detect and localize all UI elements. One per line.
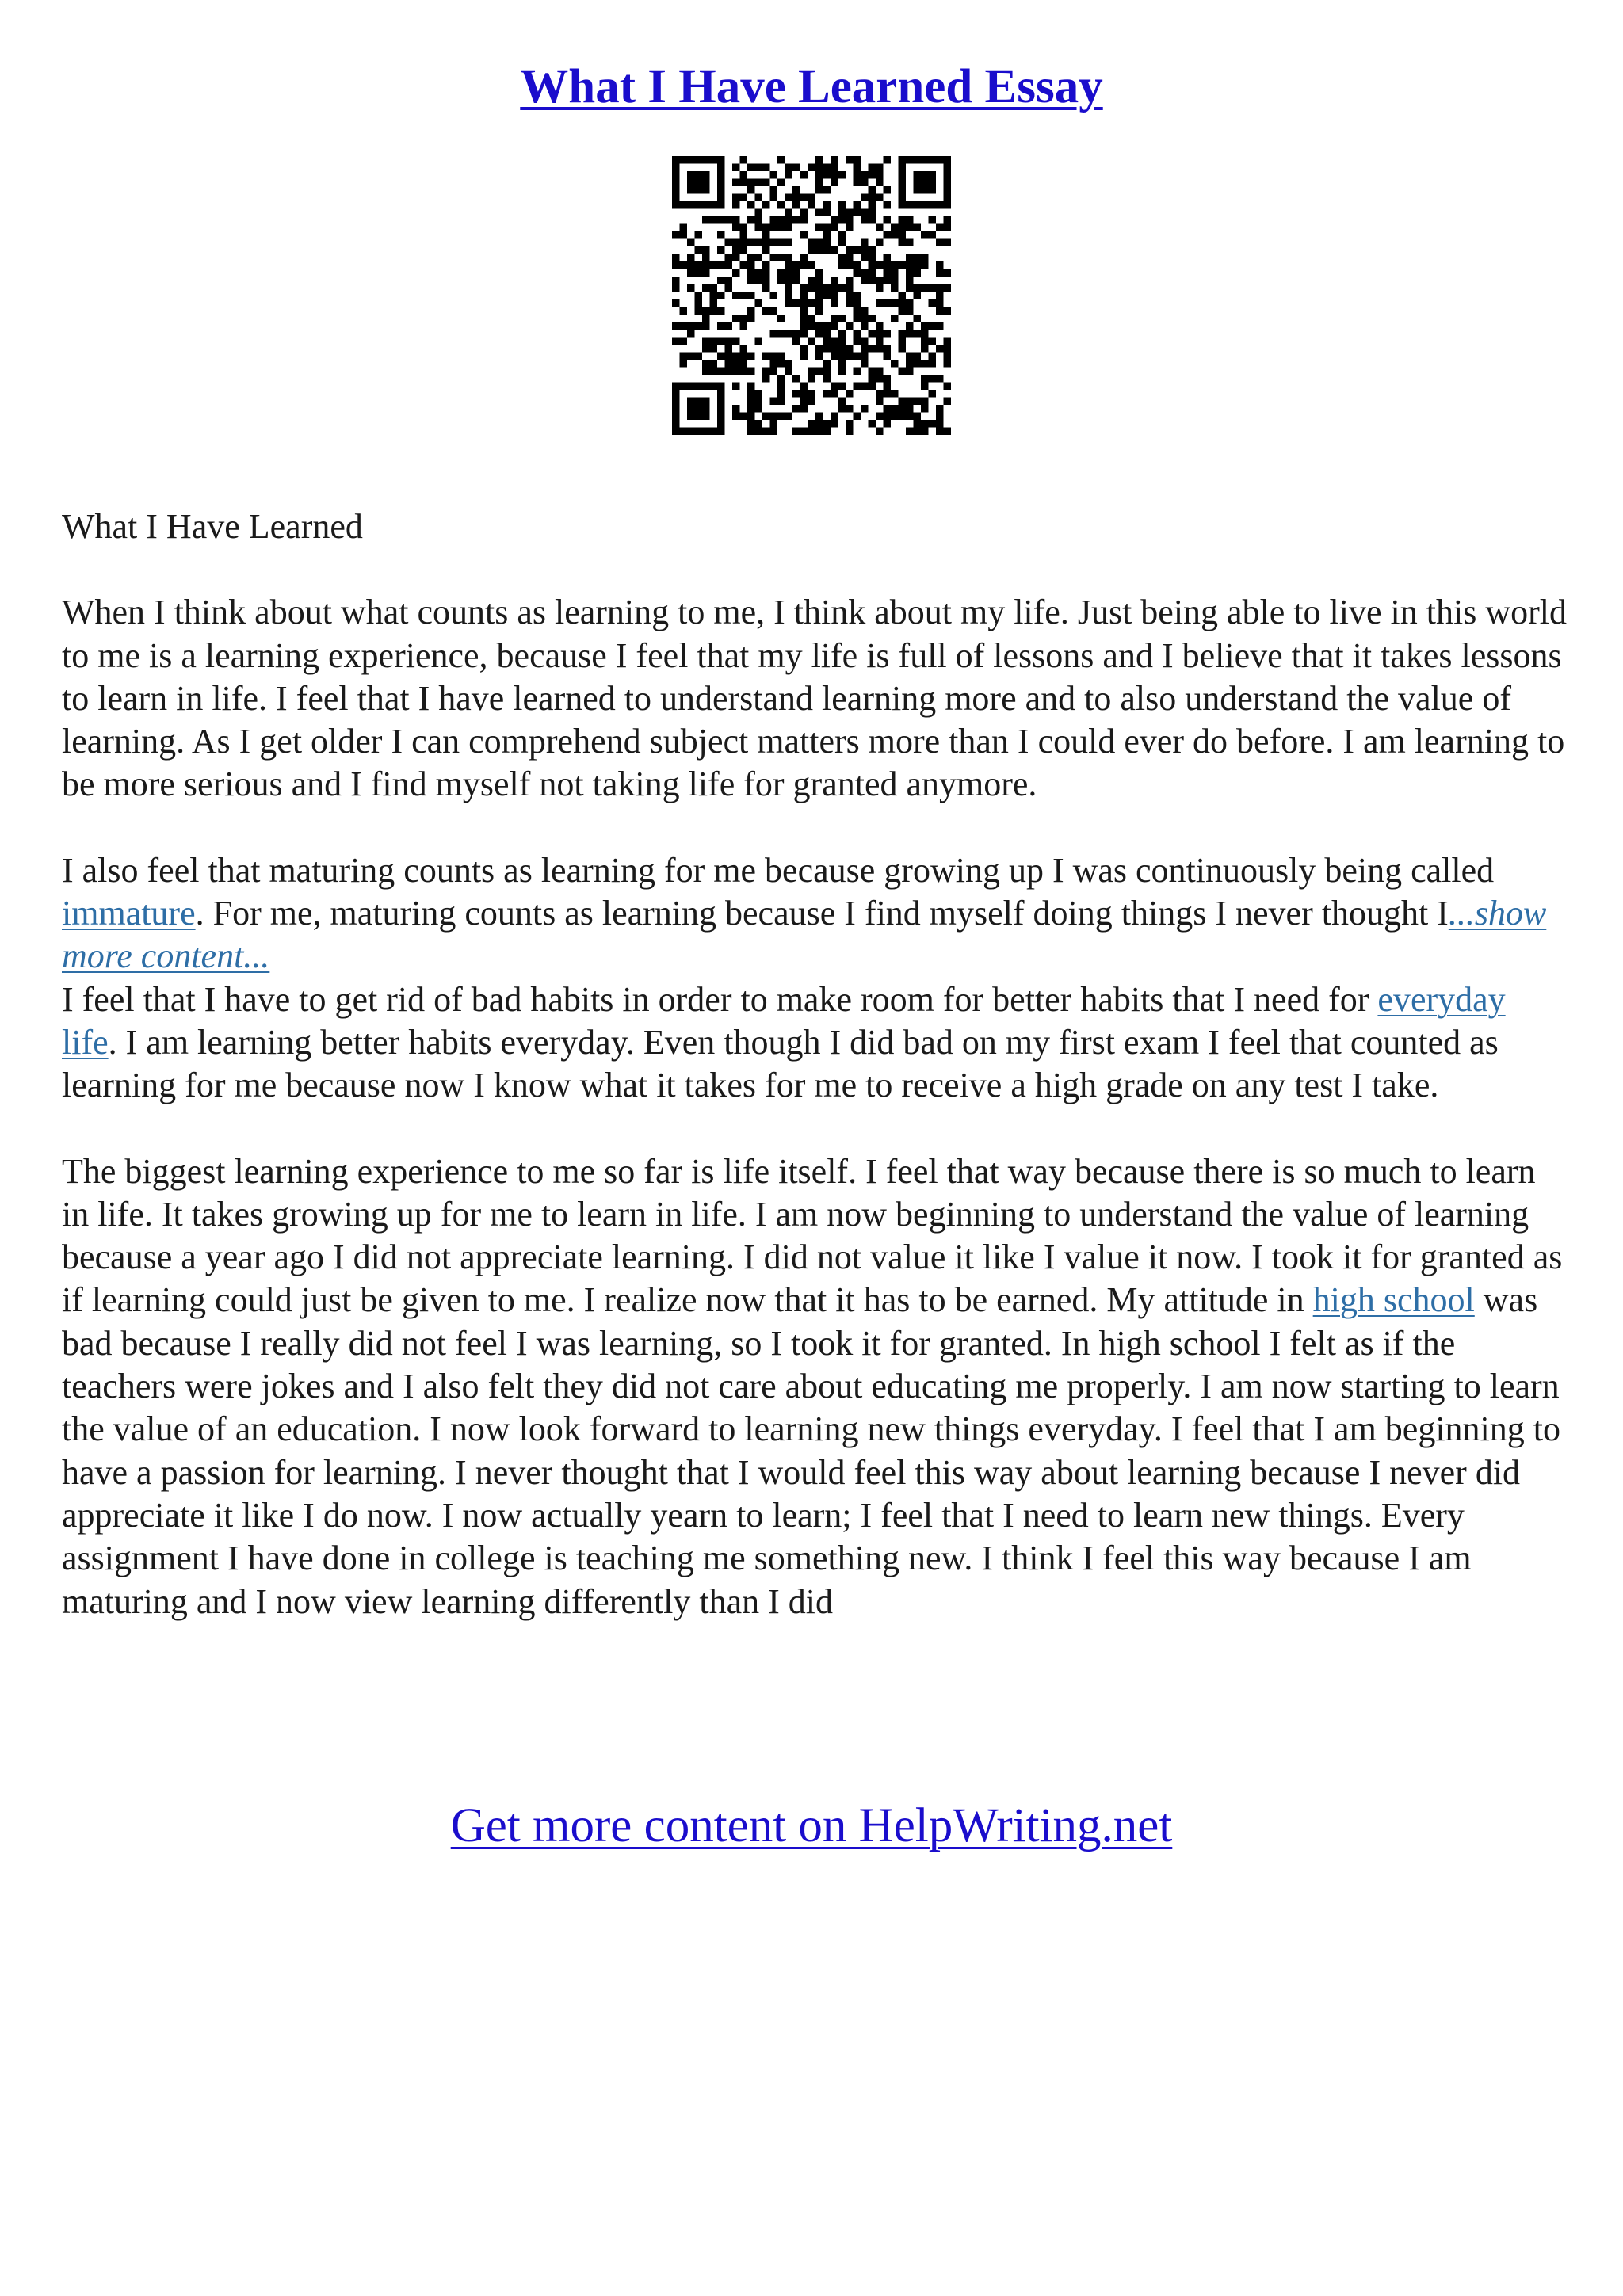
paragraph-3-text-start: I feel that I have to get rid of bad habits in order to make room for better habits that I need for [62, 979, 1378, 1019]
paragraph-2-text-end: . For me, maturing counts as learning because I find myself doing things I never thought I [195, 894, 1449, 933]
essay-paragraph-2 [62, 849, 1568, 978]
paragraph-2-text-start: I also feel that maturing counts as learning for me because growing up I was continuously being called [62, 850, 1495, 890]
everyday-life-link[interactable]: everyday life [62, 979, 1506, 1062]
essay-paragraph-3 [62, 978, 1568, 1108]
immature-link[interactable]: immature [62, 894, 196, 933]
paragraph-4-text-start: The biggest learning experience to me so far is life itself. I feel that way because there is so much to learn in life. It takes growing up for me to learn in life. I am now beginning to understand the value of learning because a year ago I did not appreciate learning. I did not value it like I value it now. I took it for granted as if learning could just be given to me. I realize now that it has to be earned. My attitude in [62, 1151, 1563, 1320]
show-more-link[interactable]: ...show more content... [62, 894, 1547, 976]
footer [0, 1794, 1623, 1858]
page-title [0, 55, 1623, 119]
essay-heading: What I Have Learned [62, 507, 363, 546]
paragraph-3-text-end: . I am learning better habits everyday. Even though I did bad on my first exam I feel that counted as learning for me because now I know what it takes for me to receive a high grade on any test I take. [62, 1022, 1499, 1105]
qr-code-graphic [672, 156, 951, 435]
paragraph-4-text-end: was bad because I really did not feel I was learning, so I took it for granted. In high school I felt as if the teachers were jokes and I also felt they did not care about educating me properly. I am now starting to learn the value of an education. I now look forward to learning new things everyday. I feel that I am beginning to have a passion for learning. I never thought that I would feel this way about learning because I never did appreciate it like I do now. I now actually yearn to learn; I feel that I need to learn new things. Every assignment I have done in college is teaching me something new. I think I feel this way because I am maturing and I now view learning differently than I did [62, 1280, 1560, 1621]
title-link[interactable]: What I Have Learned Essay [520, 60, 1103, 113]
essay-paragraph-4 [62, 1150, 1568, 1623]
essay-paragraph-1: When I think about what counts as learning to me, I think about my life. Just being able to live in this world to me is a learning experience, because I feel that my life is full of lessons and I believe that it takes lessons to learn in life. I feel that I have learned to understand learning more and to also understand the value of learning. As I get older I can comprehend subject matters more than I could ever do before. I am learning to be more serious and I find myself not taking life for granted anymore. [62, 593, 1567, 804]
qr-code-icon [672, 156, 951, 435]
helpwriting-link[interactable]: Get more content on HelpWriting.net [450, 1799, 1173, 1852]
essay-body [62, 505, 1568, 1623]
high-school-link[interactable]: high school [1312, 1280, 1475, 1320]
